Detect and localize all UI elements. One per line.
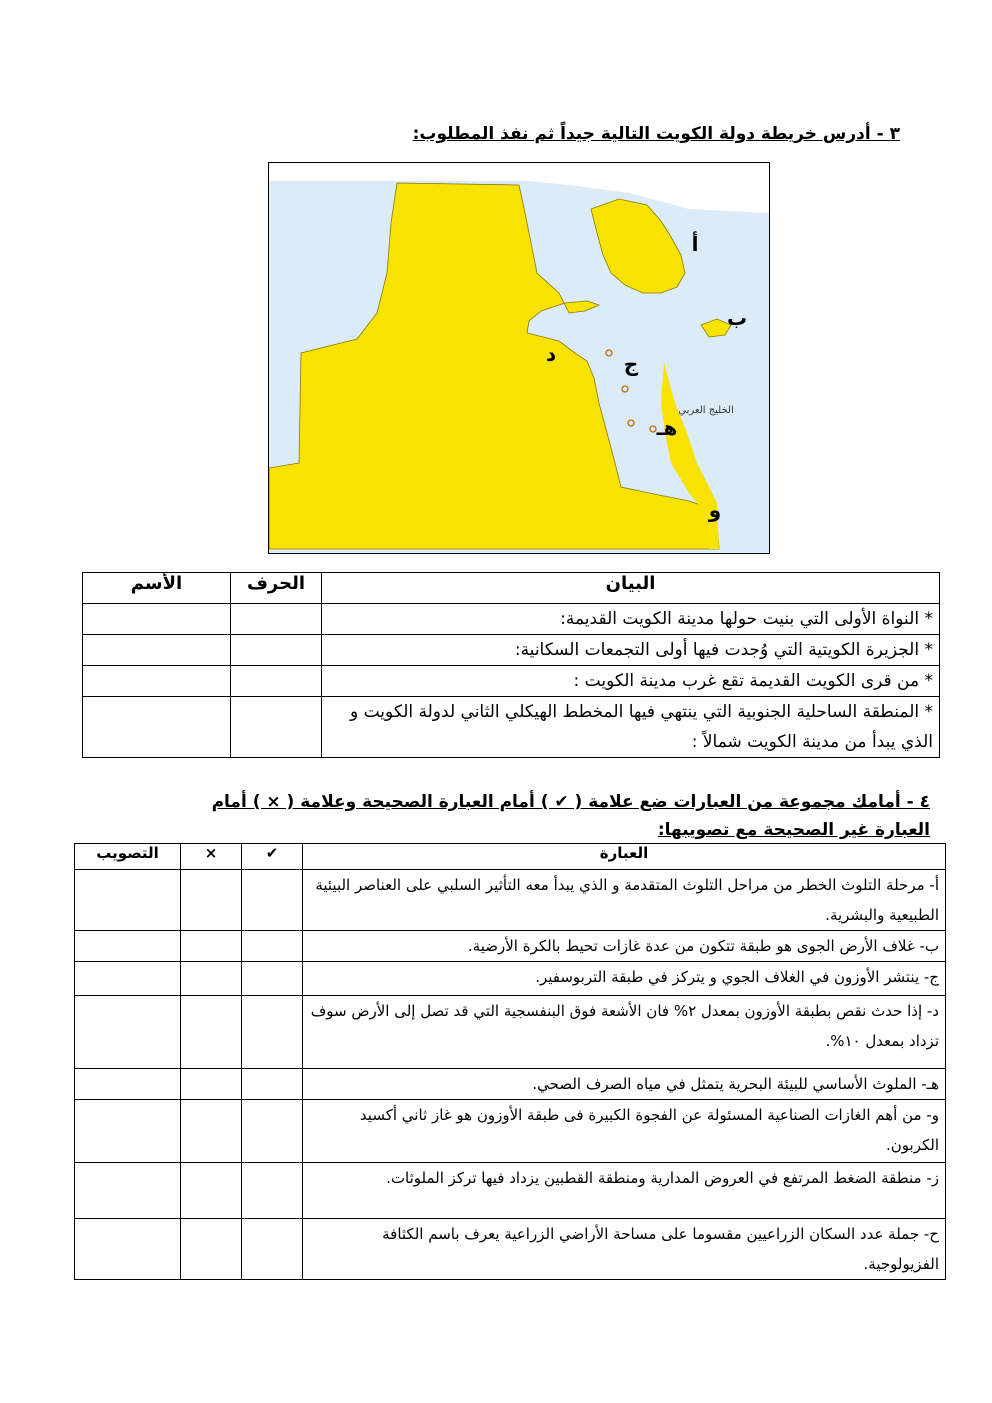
question-4-table — [74, 843, 946, 1280]
header-check: ✔ — [242, 844, 303, 870]
statement-cell: ز- منطقة الضغط المرتفع في العروض المدارية ومنطقة القطبين يزداد فيها تركز الملوثات. — [303, 1163, 946, 1219]
table-row — [75, 996, 946, 1069]
correction-cell[interactable] — [75, 962, 181, 996]
question-3-table — [82, 572, 940, 758]
statement-cell: ج- ينتشر الأوزون في الغلاف الجوي و يتركز في طبقة التربوسفير. — [303, 962, 946, 996]
cross-cell[interactable] — [181, 931, 242, 962]
correction-cell[interactable] — [75, 931, 181, 962]
map-letter-b: ب — [726, 306, 748, 330]
table-row — [83, 604, 940, 635]
statement-cell: ب- غلاف الأرض الجوى هو طبقة تتكون من عدة غازات تحيط بالكرة الأرضية. — [303, 931, 946, 962]
check-cell[interactable] — [242, 1069, 303, 1100]
name-answer-cell[interactable] — [83, 697, 231, 758]
map-letter-h: هـ — [656, 416, 678, 440]
question-3-title: ٣ - أدرس خريطة دولة الكويت التالية جيداً ثم نفذ المطلوب: — [412, 124, 900, 144]
map-letter-a: أ — [691, 232, 699, 256]
name-answer-cell[interactable] — [83, 635, 231, 666]
statement-cell: د- إذا حدث نقص بطبقة الأوزون بمعدل ٢% فان الأشعة فوق البنفسجية التي قد تصل إلى الأرض سوف تزداد بمعدل ١٠%. — [303, 996, 946, 1069]
header-name: الأسم — [83, 573, 231, 604]
header-statement: البيان — [322, 573, 940, 604]
table-header-row — [83, 573, 940, 604]
question-4-title: ٤ - أمامك مجموعة من العبارات ضع علامة ( ✔ ) أمام العبارة الصحيحة وعلامة ( × ) أمام العبارة غير الصحيحة مع تصويبها: — [211, 792, 930, 840]
statement-cell: * من قرى الكويت القديمة تقع غرب مدينة الكويت : — [322, 666, 940, 697]
check-cell[interactable] — [242, 962, 303, 996]
cross-cell[interactable] — [181, 870, 242, 931]
table-row — [75, 1069, 946, 1100]
check-cell[interactable] — [242, 1219, 303, 1280]
statement-cell: و- من أهم الغازات الصناعية المسئولة عن الفجوة الكبيرة فى طبقة الأوزون هو غاز ثاني أكسيد الكربون. — [303, 1100, 946, 1163]
statement-cell: * النواة الأولى التي بنيت حولها مدينة الكويت القديمة: — [322, 604, 940, 635]
letter-answer-cell[interactable] — [231, 666, 322, 697]
statement-cell: أ- مرحلة التلوث الخطر من مراحل التلوث المتقدمة و الذي يبدأ معه التأثير السلبي على العناصر البيئية الطبيعية والبشرية. — [303, 870, 946, 931]
table-row — [75, 1219, 946, 1280]
correction-cell[interactable] — [75, 1100, 181, 1163]
table-row — [83, 697, 940, 758]
cross-cell[interactable] — [181, 996, 242, 1069]
cross-cell[interactable] — [181, 1100, 242, 1163]
letter-answer-cell[interactable] — [231, 635, 322, 666]
correction-cell[interactable] — [75, 870, 181, 931]
kuwait-map-svg — [269, 163, 769, 553]
cross-cell[interactable] — [181, 1069, 242, 1100]
map-letter-j: ج — [623, 352, 639, 376]
check-cell[interactable] — [242, 996, 303, 1069]
cross-cell[interactable] — [181, 962, 242, 996]
statement-cell: * الجزيرة الكويتية التي وُجدت فيها أولى التجمعات السكانية: — [322, 635, 940, 666]
correction-cell[interactable] — [75, 1069, 181, 1100]
table-row — [75, 1163, 946, 1219]
map-letter-d: د — [545, 342, 557, 366]
correction-cell[interactable] — [75, 1219, 181, 1280]
header-correction: التصويب — [75, 844, 181, 870]
table-row — [75, 962, 946, 996]
statement-cell: * المنطقة الساحلية الجنوبية التي ينتهي فيها المخطط الهيكلي الثاني لدولة الكويت و الذي يبدأ من مدينة الكويت شمالاً : — [322, 697, 940, 758]
header-letter: الحرف — [231, 573, 322, 604]
check-cell[interactable] — [242, 1163, 303, 1219]
correction-cell[interactable] — [75, 996, 181, 1069]
name-answer-cell[interactable] — [83, 666, 231, 697]
cross-cell[interactable] — [181, 1219, 242, 1280]
map-letter-w: و — [708, 498, 722, 522]
correction-cell[interactable] — [75, 1163, 181, 1219]
table-row — [75, 931, 946, 962]
sea-label: الخليج العربي — [678, 405, 734, 416]
letter-answer-cell[interactable] — [231, 604, 322, 635]
table-row — [83, 635, 940, 666]
table-header-row — [75, 844, 946, 870]
name-answer-cell[interactable] — [83, 604, 231, 635]
check-cell[interactable] — [242, 1100, 303, 1163]
statement-cell: ح- جملة عدد السكان الزراعيين مقسوما على مساحة الأراضي الزراعية يعرف باسم الكثافة الفزيولوجية. — [303, 1219, 946, 1280]
table-row — [75, 870, 946, 931]
header-statement: العبارة — [303, 844, 946, 870]
kuwait-map — [268, 162, 770, 554]
header-cross: × — [181, 844, 242, 870]
table-row — [75, 1100, 946, 1163]
cross-cell[interactable] — [181, 1163, 242, 1219]
statement-cell: هـ- الملوث الأساسي للبيئة البحرية يتمثل في مياه الصرف الصحي. — [303, 1069, 946, 1100]
table-row — [83, 666, 940, 697]
check-cell[interactable] — [242, 870, 303, 931]
letter-answer-cell[interactable] — [231, 697, 322, 758]
check-cell[interactable] — [242, 931, 303, 962]
